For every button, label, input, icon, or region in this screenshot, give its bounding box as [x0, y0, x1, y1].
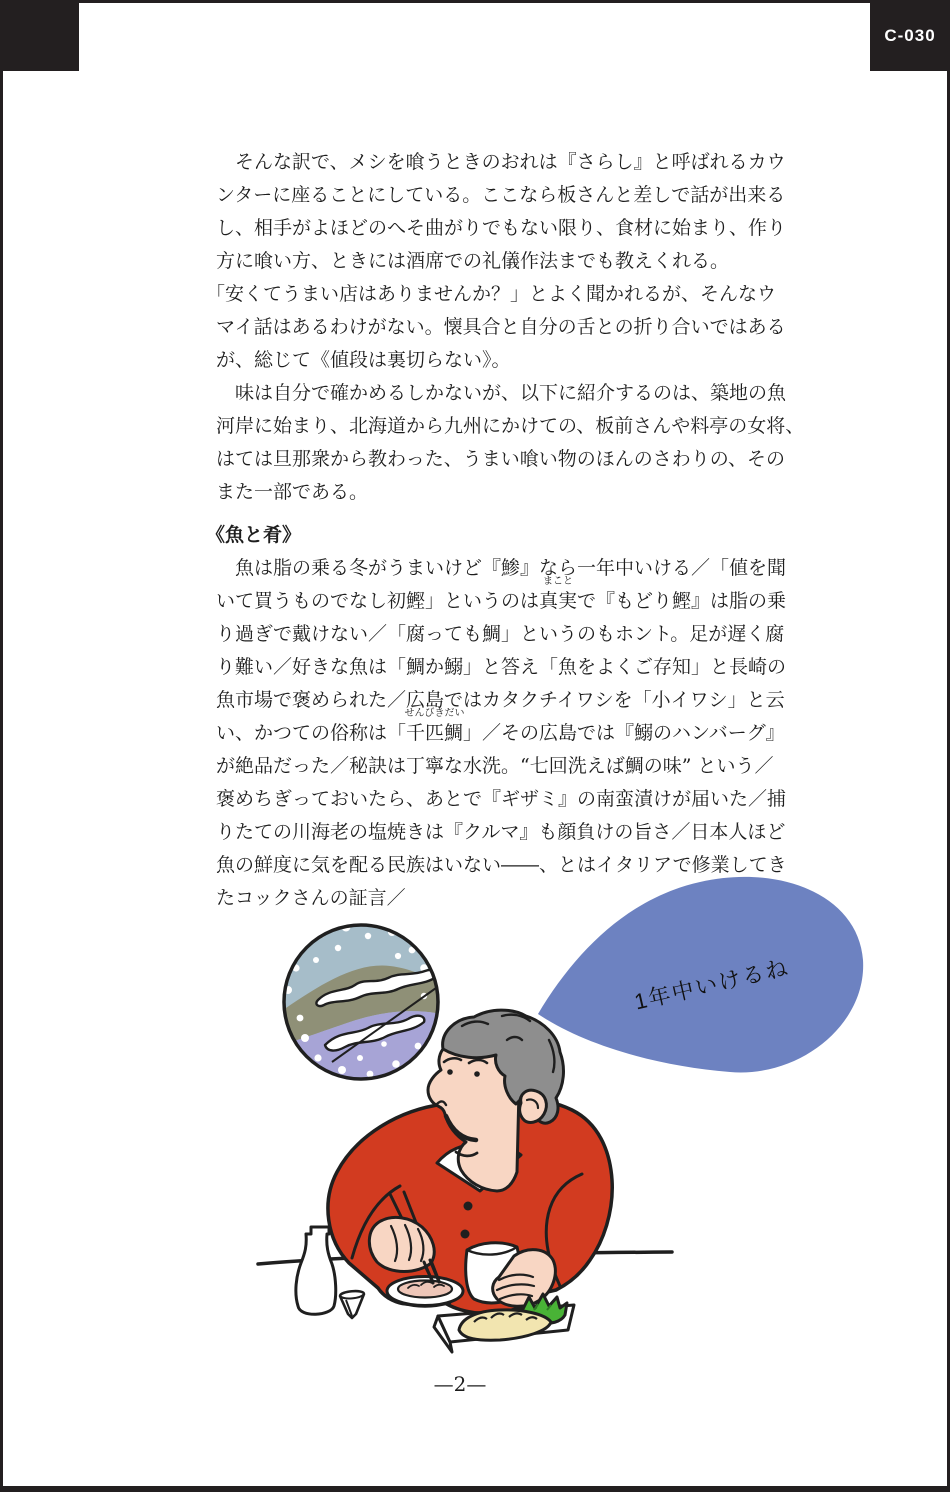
ear	[520, 1090, 547, 1122]
eye-right	[474, 1071, 480, 1077]
text-line: り過ぎで戴けない／「腐っても鯛」というのもホント。足が遅く腐	[216, 623, 785, 645]
text-line: 魚は脂の乗る冬がうまいけど『鯵』なら一年中いける／「値を聞	[216, 557, 787, 579]
sashimi-dish	[387, 1277, 463, 1307]
text-line: マイ話はあるわけがない。懐具合と自分の舌との折り合いではある	[216, 316, 786, 338]
button-top	[464, 1202, 473, 1211]
text-line: そんな訳で、メシを喰うときのおれは『さらし』と呼ばれるカウ	[216, 151, 786, 173]
text-line: 魚市場で褒められた／広島ではカタクチイワシを「小イワシ」と云	[216, 689, 785, 711]
sake-bottle	[296, 1227, 336, 1314]
snow-fish-inset	[283, 923, 441, 1083]
text-line: 河岸に始まり、北海道から九州にかけての、板前さんや料亭の女将、	[216, 415, 805, 437]
text-line: また一部である。	[216, 481, 369, 503]
button-bottom	[461, 1230, 470, 1239]
text-line: 魚の鮮度に気を配る民族はいない――、とはイタリアで修業してき	[216, 854, 787, 876]
text-line: い、かつての俗称は「千匹鯛 せんびきだい 」／その広島では『鰯のハンバーグ』	[216, 717, 746, 750]
page-number: —2—	[433, 1372, 487, 1396]
sake-cup	[340, 1291, 364, 1318]
text-line: いて買うものでなし初鰹」というのは真実 まこと で『もどり鰹』は脂の乗	[216, 585, 746, 618]
ruby-base: 真実 まこと	[539, 576, 578, 612]
text-line: ンターに座ることにしている。ここなら板さんと差しで話が出来る	[216, 184, 786, 206]
text-line: し、相手がよほどのへそ曲がりでもない限り、食材に始まり、作り	[216, 217, 787, 239]
text-line: たコックさんの証言／	[216, 887, 406, 909]
section-heading: 《魚と肴》	[206, 525, 302, 546]
text-line: 「安くてうまい店はありませんか？」とよく聞かれるが、そんなウ	[206, 283, 777, 305]
fish-fillet	[459, 1310, 551, 1340]
text-line: りたての川海老の塩焼きは『クルマ』も顔負けの旨さ／日本人ほど	[216, 821, 786, 843]
ruby-text: せんびきだい	[404, 708, 465, 719]
speech-bubble	[538, 877, 863, 1073]
text-line: が絶品だった／秘訣は丁寧な水洗。“七回洗えば鯛の味” という／	[216, 755, 774, 777]
text-line: 方に喰い方、ときには酒席での礼儀作法までも教えくれる。	[216, 250, 730, 272]
ruby-text: まこと	[543, 576, 574, 587]
eye-left	[447, 1069, 453, 1075]
text-line: はては旦那衆から教わった、うまい喰い物のほんのさわりの、その	[216, 448, 786, 470]
text-line: 褒めちぎっておいたら、あとで『ギザミ』の南蛮漬けが届いた／捕	[216, 788, 787, 810]
ruby-base: 千匹鯛 せんびきだい	[404, 708, 465, 744]
text-line: 味は自分で確かめるしかないが、以下に紹介するのは、築地の魚	[216, 382, 787, 404]
text-line: り難い／好きな魚は「鯛か鰯」と答え「魚をよくご存知」と長崎の	[216, 656, 787, 678]
document-code: C-030	[884, 25, 936, 45]
text-line: が、総じて《値段は裏切らない》。	[216, 349, 511, 371]
speech-bubble-text: 1年中いけるね	[631, 954, 792, 1015]
